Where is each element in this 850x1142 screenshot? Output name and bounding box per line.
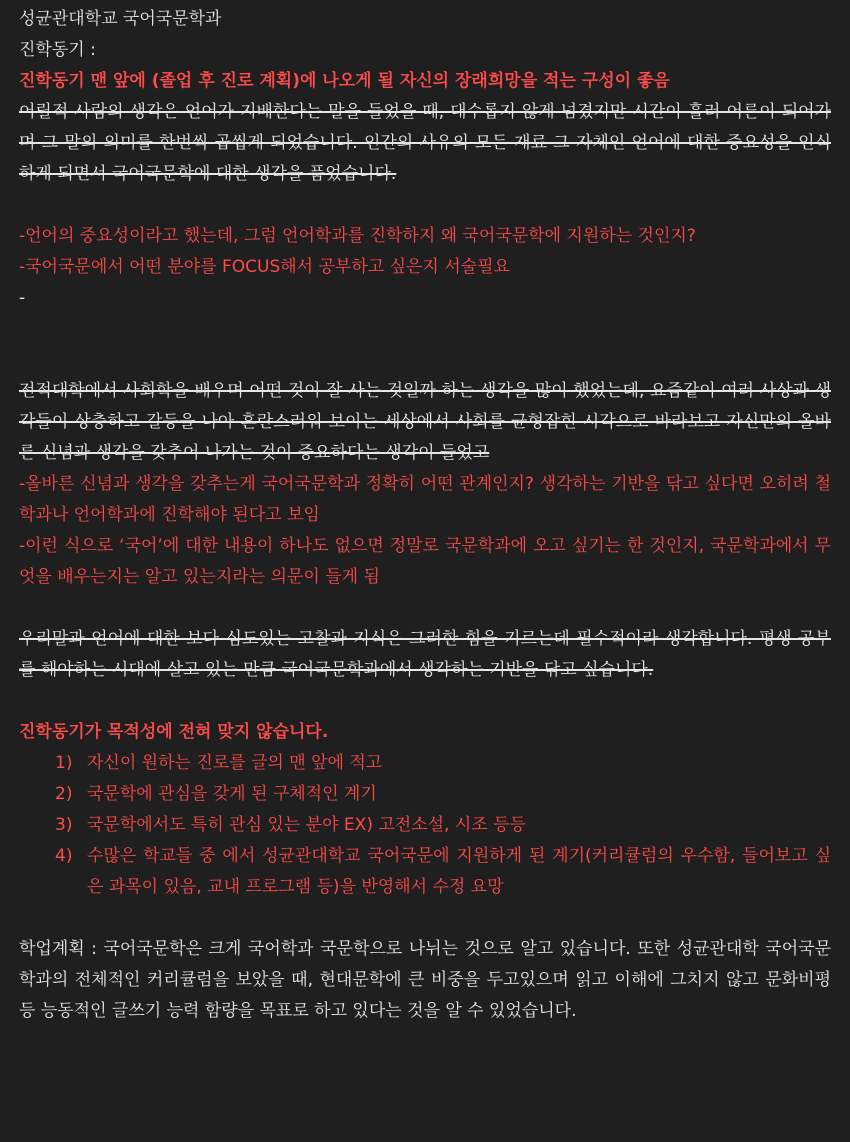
struck-paragraph-2: 전적대학에서 사회학을 배우며 어떤 것이 잘 사는 것일까 하는 생각을 많이 했었는데, 요즘같이 여러 사상과 생각들이 상충하고 갈등을 나아 혼란스러워 보이는 세상에서 사회를 균형잡힌 시각으로 바라보고 자신만의 올바른 신념과 생각을 갖추어 나가는 것이 중요하다는 생각이 들었고	[19, 381, 831, 463]
list-item-text: 자신이 원하는 진로를 글의 맨 앞에 적고	[87, 753, 383, 773]
list-item	[19, 810, 831, 841]
struck-paragraph-1: 어릴적 사람의 생각은 언어가 지배한다는 말을 들었을 때, 대수롭지 않게 넘겼지만 시간이 흘러 어른이 되어가며 그 말의 의미를 한번씩 곱씹게 되었습니다. 인간의 사유의 모든 재료 그 자체인 언어에 대한 중요성을 인식하게 되면서 국어국문학에 대한 생각을 품었습니다.	[19, 102, 831, 184]
list-item-text: 수많은 학교들 중 에서 성균관대학교 국어국문에 지원하게 된 계기(커리큘럼의 우수함, 들어보고 싶은 과목이 있음, 교내 프로그램 등)을 반영해서 수정 요망	[87, 846, 831, 897]
list-item	[19, 841, 831, 903]
evaluation-list	[19, 748, 831, 903]
list-item-text: 국문학에서도 특히 관심 있는 분야 EX) 고전소설, 시조 등등	[87, 815, 526, 835]
comment-paragraph: -올바른 신념과 생각을 갖추는게 국어국문학과 정확히 어떤 관계인지? 생각하는 기반을 닦고 싶다면 오히려 철학과나 언어학과에 진학해야 된다고 보임	[19, 474, 831, 525]
study-plan-paragraph: 학업계획 : 국어국문학은 크게 국어학과 국문학으로 나뉘는 것으로 알고 있습니다. 또한 성균관대학 국어국문학과의 전체적인 커리큘럼을 보았을 때, 현대문학에 큰 비중을 두고있으며 읽고 이해에 그치지 않고 문화비평 등 능동적인 글쓰기 능력 함량을 목표로 하고 있다는 것을 알 수 있었습니다.	[19, 939, 831, 1021]
blank-line	[19, 903, 831, 934]
comment-line: -언어의 중요성이라고 했는데, 그럼 언어학과를 진학하지 왜 국어국문학에 지원하는 것인지?	[19, 226, 696, 246]
list-item-number: 1)	[55, 753, 73, 773]
struck-paragraph-3: 우리말과 언어에 대한 보다 심도있는 고찰과 지식은 그러한 힘을 기르는데 필수적이라 생각합니다. 평생 공부를 해야하는 시대에 살고 있는 만큼 국어국문학과에서 생각하는 기반을 닦고 싶습니다.	[19, 629, 831, 680]
blank-line	[19, 314, 831, 376]
blank-line	[19, 593, 831, 624]
comment-line: -국어국문에서 어떤 분야를 FOCUS해서 공부하고 싶은지 서술필요	[19, 257, 510, 277]
comment-line: -	[19, 288, 26, 308]
blank-line	[19, 190, 831, 221]
document-title: 성균관대학교 국어국문학과	[19, 9, 222, 29]
feedback-heading: 진학동기 맨 앞에 (졸업 후 진로 계획)에 나오게 될 자신의 장래희망을 적는 구성이 좋음	[19, 71, 670, 91]
list-item-text: 국문학에 관심을 갖게 된 구체적인 계기	[87, 784, 377, 804]
list-item-number: 3)	[55, 815, 73, 835]
evaluation-heading: 진학동기가 목적성에 전혀 맞지 않습니다.	[19, 722, 329, 742]
list-item	[19, 779, 831, 810]
list-item	[19, 748, 831, 779]
list-item-number: 4)	[55, 846, 73, 866]
comment-paragraph: -이런 식으로 ‘국어’에 대한 내용이 하나도 없으면 정말로 국문학과에 오고 싶기는 한 것인지, 국문학과에서 무엇을 배우는지는 알고 있는지라는 의문이 들게 됨	[19, 536, 831, 587]
blank-line	[19, 686, 831, 717]
list-item-number: 2)	[55, 784, 73, 804]
section-label-motivation: 진학동기 :	[19, 40, 96, 60]
